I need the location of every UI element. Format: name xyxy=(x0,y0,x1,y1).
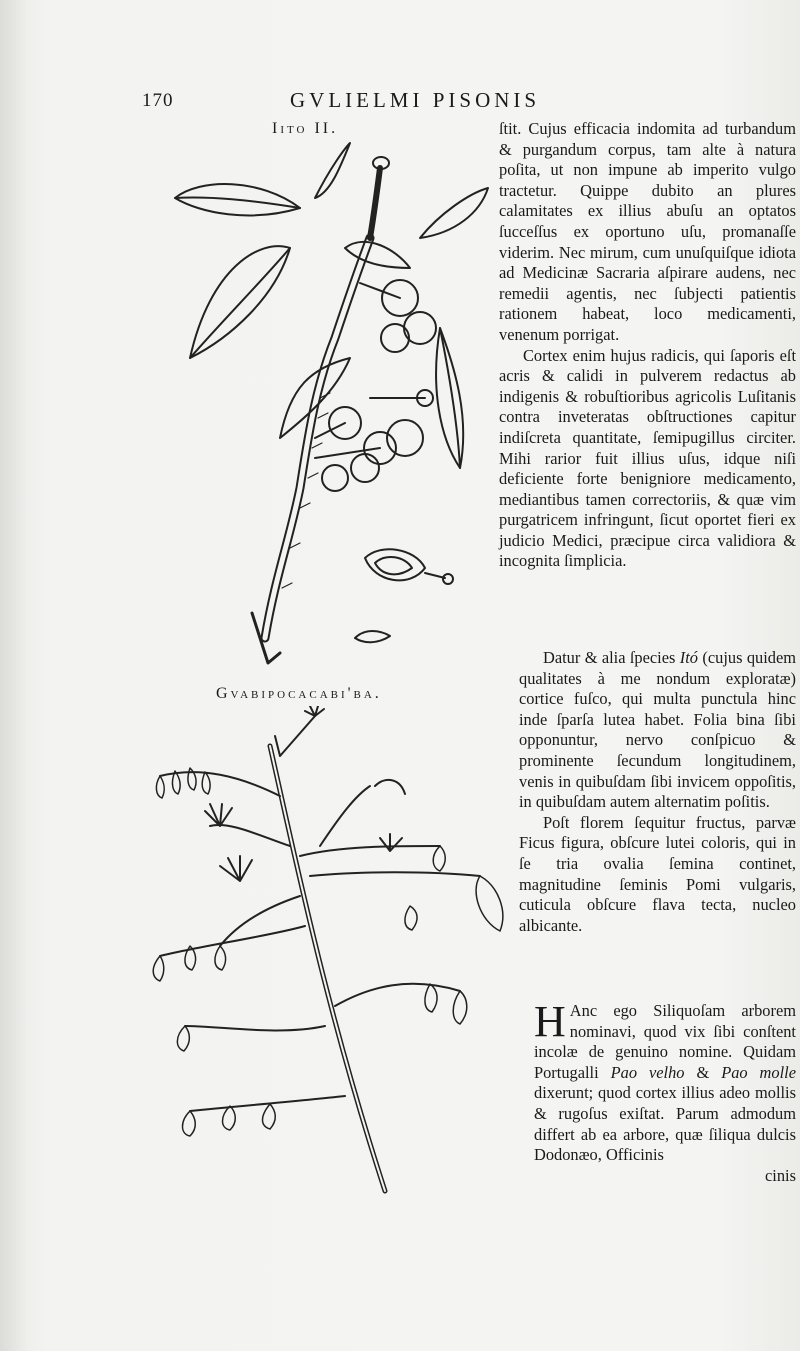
paragraph-3-ito: Itó xyxy=(679,648,698,667)
paragraph-5-text-2: dixerunt; quod cortex illius adeo mollis & rugoſus exiſtat. Parum admodum differt ab ea arbore, quæ ſiliqua dulcis Dodonæo, Officinis xyxy=(534,1083,796,1165)
catchword: cinis xyxy=(765,1165,796,1185)
name-pao-velho: Pao velho xyxy=(610,1062,685,1082)
paragraph-3 xyxy=(519,648,796,813)
page-number: 170 xyxy=(142,90,174,111)
paragraph-3-lead: Datur & alia ſpecies xyxy=(543,648,676,667)
gutter-shadow xyxy=(0,0,28,1351)
drop-capital: H xyxy=(534,997,566,1046)
figure-caption-guabipocacabiba: Gvabipocacabi'ba. xyxy=(216,685,382,702)
figure-caption-ito: Iito II. xyxy=(272,120,339,137)
text-column-upper xyxy=(499,119,796,572)
text-column-lower xyxy=(534,997,796,1186)
ito-plant-illustration xyxy=(140,138,500,668)
paragraph-5 xyxy=(534,997,796,1166)
paragraph-4: Poſt florem ſequitur fructus, parvæ Ficus figura, obſcure lutei coloris, qui in ſe tria ovalia ſemina continet, magnitudine ſeminis Pomi vulgaris, cuticula obſcure flava tecta, nucleo albicante. xyxy=(519,812,796,935)
paragraph-5-text-1: Anc ego Siliquoſam arborem nominavi, quod vix ſibi conſtent incolæ de genuino nomine. Quidam Portugalli xyxy=(534,1001,796,1082)
name-pao-molle: Pao molle xyxy=(721,1062,796,1082)
guabipocacabiba-plant-illustration xyxy=(140,706,520,1196)
paragraph-2: Cortex enim hujus radicis, qui ſaporis eſt acris & calidi in pulverem redactus ab indigenis & robuſtioribus agricolis Luſitanis contra inveteratas obſtructiones capitur indiſcreta quantitate, ſemipugillus circiter. Mihi rarior fuit illius uſus, idque niſi deficiente forte benigniore medicamento, mediantibus tamen correctoriis, & quæ vim purgatricem infringunt, ſicut oportet fieri ex judicio Medici, præcipue circa validiora & incognita ſimplicia. xyxy=(499,345,796,571)
ampersand: & xyxy=(696,1062,710,1082)
text-column-middle xyxy=(519,648,796,936)
paragraph-3-rest: (cujus quidem qualitates à me nondum exploratæ) cortice fuſco, qui multa punctula hinc inde ſparſa lutea habet. Folia bina ſibi opponuntur, nervo conſpicuo & prominente ſecundum longitudinem, venis in quibuſdam ſibi invicem oppoſitis, in quibuſdam autem alternatim poſitis. xyxy=(519,648,796,812)
paragraph-1: ſtit. Cujus efficacia indomita ad turbandum & purgandum corpus, tam alte à natura poſita, ut non impune ab imperito vulgo tractetur. Quippe dubito an plures calamitates ex illius abuſu an optatos ſucceſſus ex oportuno uſu, promanaſſe viderim. Nec mirum, cum unuſquiſque idiota ad Medicinæ Sacraria aſpirare audens, nec remedii agentis, nec ſubjecti patientis rationem habeat, loco medicamenti, venenum porrigat. xyxy=(499,119,796,344)
running-head: GVLIELMI PISONIS xyxy=(290,88,541,112)
